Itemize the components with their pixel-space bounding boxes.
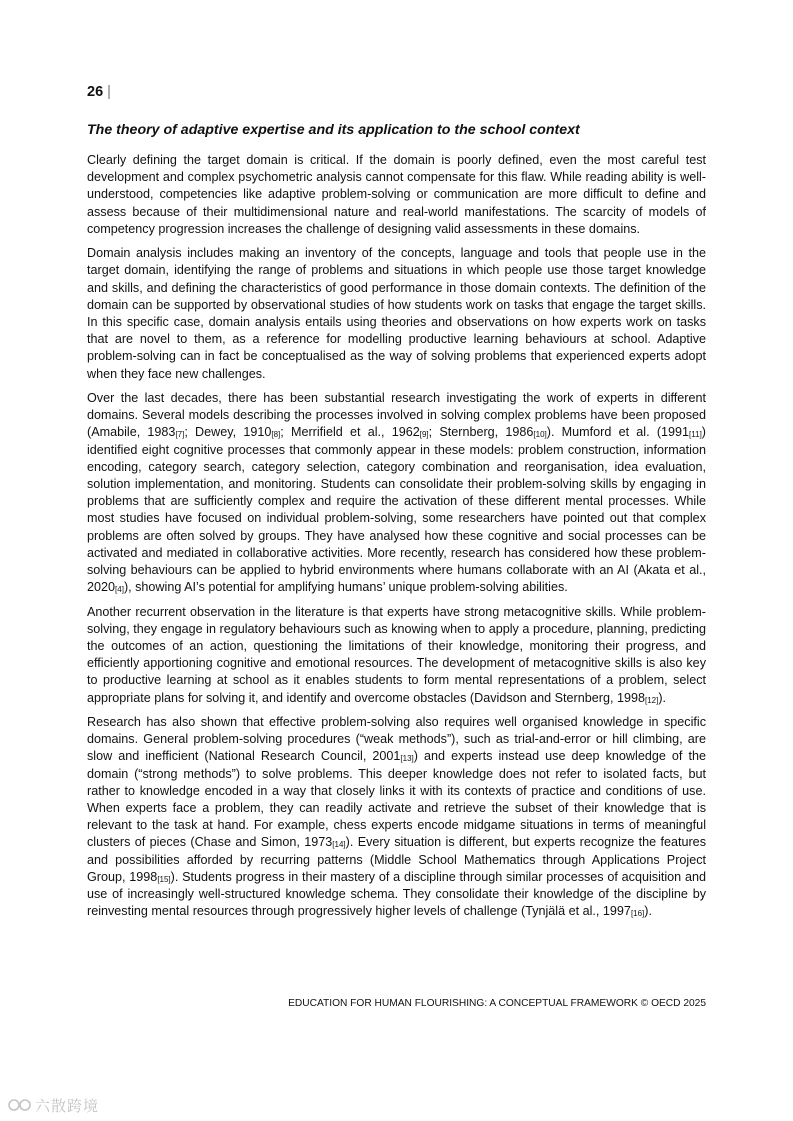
citation-ref[interactable]: [7] — [175, 430, 185, 440]
citation-ref[interactable]: [16] — [630, 909, 645, 919]
text-run: ). — [644, 904, 652, 919]
text-run: ), showing AI’s potential for amplifying humans’ unique problem-solving abilities. — [123, 580, 568, 595]
paragraph-1: Clearly defining the target domain is critical. If the domain is poorly defined, even the most careful test development and complex psychometric analysis cannot compensate for this flaw. While reading ability is well-understood, competencies like adaptive problem-solving or communication are more difficult to define and assess because of their multidimensional nature and real-world manifestations. The scarcity of models of competency progression increases the challenge of designing valid assessments in these domains. — [87, 153, 706, 236]
citation-ref[interactable]: [8] — [271, 430, 281, 440]
citation-ref[interactable]: [13] — [400, 754, 414, 764]
citation-ref[interactable]: [12] — [644, 695, 659, 705]
text-run: ). Mumford et al. (1991 — [546, 425, 690, 440]
citation-ref[interactable]: [10] — [533, 430, 547, 440]
text-run: ; Merrifield et al., 1962 — [280, 425, 420, 440]
text-run: ; Sternberg, 1986 — [428, 425, 534, 440]
paragraph-3 — [87, 390, 706, 596]
text-run: ). Every situation is different, but experts recognize the features and possibilities afforded by recurring patterns (Middle School Mathematics through Applications Project Group, 1998 — [87, 835, 706, 884]
page-number-value: 26 — [87, 84, 104, 100]
page-number — [87, 84, 111, 100]
citation-ref[interactable]: [15] — [157, 874, 171, 884]
section-heading: The theory of adaptive expertise and its application to the school context — [87, 122, 580, 138]
text-run: Another recurrent observation in the literature is that experts have strong metacognitive skills. While problem-solving, they engage in regulatory behaviours such as knowing when to apply a procedure, planning, predicting the outcomes of an action, questioning the limitations of their knowledge, monitoring their progress, and efficiently apportioning cognitive and emotional resources. The development of metacognitive skills is also key to productive learning at school as it enables students to form mental representations of a problem, select appropriate plans for solving it, and identify and overcome obstacles (Davidson and Sternberg, 1998 — [87, 604, 706, 705]
citation-ref[interactable]: [14] — [332, 840, 346, 850]
watermark-logo-icon — [8, 1098, 32, 1116]
body-text — [87, 152, 706, 928]
page-footer: EDUCATION FOR HUMAN FLOURISHING: A CONCEPTUAL FRAMEWORK © OECD 2025 — [288, 998, 706, 1009]
text-run: ; Dewey, 1910 — [184, 425, 272, 440]
paragraph-2: Domain analysis includes making an inventory of the concepts, language and tools that people use in the target domain, identifying the range of problems and situations in which people use those target knowledge and skills, and defining the characteristics of good performance in those domain contexts. The definition of the domain can be supported by observational studies of how students work on tasks that engage the target skills. In this specific case, domain analysis entails using theories and observations on how experts work on tasks that are novel to them, as a reference for modelling productive learning behaviours at school. Adaptive problem-solving can in fact be conceptualised as the way of solving problems that experienced experts adopt when they face new challenges. — [87, 246, 706, 381]
paragraph-5 — [87, 714, 706, 920]
text-run: ). Students progress in their mastery of a discipline through similar processes of acquisition and use of increasingly well-structured knowledge schema. They consolidate their knowledge of the discipline by reinvesting mental resources through progressively higher levels of challenge (Tynjälä et al., 1997 — [87, 869, 706, 919]
citation-ref[interactable]: [11] — [689, 430, 702, 440]
citation-ref[interactable]: [9] — [419, 430, 429, 440]
text-run: Over the last decades, there has been substantial research investigating the work of experts in different domains. Several models describing the processes involved in solving complex problems have been proposed (Amabile, 1983 — [87, 391, 706, 440]
text-run: Research has also shown that effective problem-solving also requires well organised knowledge in specific domains. General problem-solving procedures (“weak methods”), such as trial-and-error or hill climbing, are slow and inefficient (National Research Council, 2001 — [87, 715, 706, 764]
text-run: ). — [658, 690, 667, 705]
paragraph-4 — [87, 604, 706, 707]
watermark-text: 六散跨境 — [35, 1098, 100, 1115]
watermark — [8, 1095, 99, 1116]
page-number-separator: | — [107, 84, 111, 100]
text-run: ) and experts instead use deep knowledge of the domain (“strong methods”) to solve problems. This deeper knowledge does not refer to isolated facts, but rather to knowledge encoded in a way that closely links it with its contexts of practice and conditions of use. When experts face a problem, they can readily activate and retrieve the subset of their knowledge that is relevant to the task at hand. For example, chess experts encode midgame situations in terms of meaningful clusters of pieces (Chase and Simon, 1973 — [87, 749, 706, 850]
citation-ref[interactable]: [4] — [115, 585, 124, 595]
text-run: ) identified eight cognitive processes that commonly appear in these models: problem construction, information encoding, category search, category selection, category combination and reorganisation, idea evaluation, solution implementation, and monitoring. Students can consolidate their problem-solving skills by engaging in problems that are sufficiently complex and require the activation of these different mental processes. While most studies have focused on individual problem-solving, some researchers have pointed out that complex problems are often solved by groups. They have analysed how these cognitive and social processes can be activated and mediated in collaborative activities. More recently, research has considered how these problem-solving behaviours can be applied to hybrid environments where humans collaborate with an AI (Akata et al., 2020 — [87, 425, 706, 595]
